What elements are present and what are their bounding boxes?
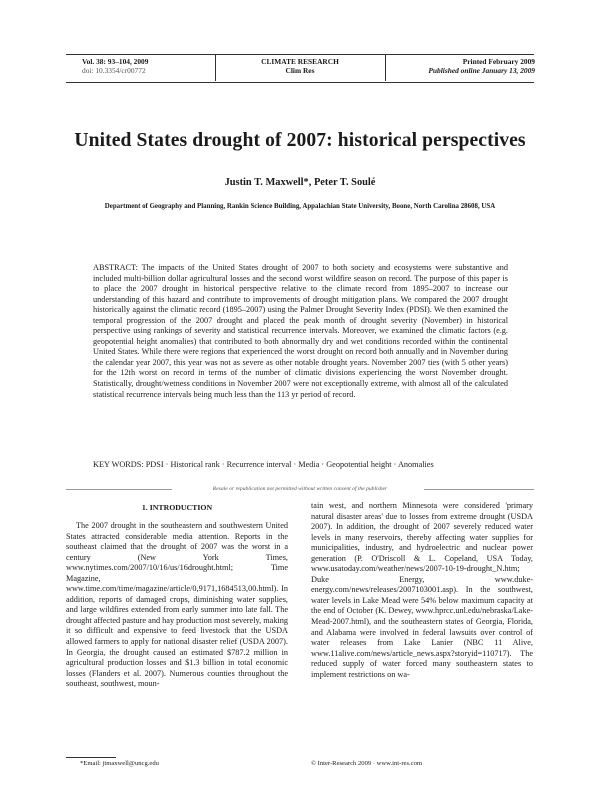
journal-citation xyxy=(82,57,202,75)
footnote-email[interactable]: *Email: jtmaxwell@uncg.edu xyxy=(80,760,159,767)
header-divider xyxy=(385,55,386,81)
header-divider xyxy=(215,55,216,81)
affiliation: Department of Geography and Planning, Rankin Science Building, Appalachian State University, Boone, North Carolina 28608, USA xyxy=(104,203,496,210)
volume-info: Vol. 38: 93–104, 2009 xyxy=(82,57,149,66)
journal-name-block xyxy=(230,57,370,75)
notice-rule-right xyxy=(424,489,534,490)
journal-abbrev: Clim Res xyxy=(285,66,315,75)
left-column xyxy=(66,521,288,690)
header-bottom-rule xyxy=(66,82,534,83)
authors: Justin T. Maxwell*, Peter T. Soulé xyxy=(224,177,376,188)
abstract: ABSTRACT: The impacts of the United States drought of 2007 to both society and ecosystems were substantive and included multi-billion dollar agricultural losses and the second worst wildfire season on record. The purpose of this paper is to place the 2007 drought in historical perspective relative to the climate record from 1895–2007 to increase our understanding of this hazard and contribute to improvements of drought mitigation plans. We compared the 2007 drought historically against the climatic record (1895–2007) using the Palmer Drought Severity Index (PDSI). We then examined the temporal progression of the 2007 drought and placed the peak month of drought severity (November) in historical perspective using rankings of severity and statistical recurrence intervals. Moreover, we examined the climatic factors (e.g. geopotential height anomalies) that contributed to both abnormally dry and wet conditions recorded within the continental United States. While there were regions that experienced the worst drought on record both annually and in November during the calendar year 2007, this year was not as severe as other notable drought years. November 2007 ties (with 5 other years) for the 12th worst on record in terms of the number of climatic divisions experiencing the worst November drought. Statistically, drought/wetness conditions in November 2007 were not exceptionally extreme, with almost all of the calculated statistical recurrence intervals being much less than the 113 yr period of record. xyxy=(93,263,508,399)
body-paragraph: The 2007 drought in the southeastern and southwestern United States attracted considerable media attention. Reports in the southeast claimed that the drought of 2007 was the worst in a century (New York Times, www.nytimes.com/2007/10/16/us/16drought.html; Time Magazine, www.time.com/time/magazine/article/0,9171,1684513,00.html). In addition, reports of damaged crops, diminishing water supplies, and large wildfires extended from early summer into late fall. The drought affected pasture and hay production most severely, making it so difficult and expensive to feed livestock that the USDA allowed farmers to apply for national disaster relief (USDA 2007). In Georgia, the drought caused an estimated $787.2 million in agricultural production losses and $1.3 billion in total economic losses (Flanders et al. 2007). Numerous counties throughout the southeast, southwest, moun- xyxy=(66,521,288,689)
printed-date: Printed February 2009 xyxy=(462,57,535,66)
paper-title: United States drought of 2007: historical perspectives xyxy=(74,130,526,151)
right-column xyxy=(311,501,533,680)
republication-notice: Resale or republication not permitted without written consent of the publisher xyxy=(212,486,388,492)
publication-dates xyxy=(395,57,535,75)
doi[interactable]: doi: 10.3354/cr00772 xyxy=(82,66,146,75)
section-heading: 1. INTRODUCTION xyxy=(141,503,213,512)
copyright: © Inter-Research 2009 · www.int-res.com xyxy=(311,760,423,767)
footnote-rule xyxy=(66,757,116,758)
journal-name: CLIMATE RESEARCH xyxy=(261,57,339,66)
header-top-rule xyxy=(66,54,534,55)
keywords: KEY WORDS: PDSI · Historical rank · Recurrence interval · Media · Geopotential height · Anomalies xyxy=(93,460,434,469)
body-paragraph: tain west, and northern Minnesota were considered 'primary natural disaster areas' due to losses from extreme drought (USDA 2007). In addition, the drought of 2007 severely reduced water levels in many reservoirs, thereby affecting water supplies for municipalities, industry, and hydroelectric and nuclear power generation (P. O'Driscoll & L. Copeland, USA Today, www.usatoday.com/weather/news/2007-10-19-drought_N.htm; Duke Energy, www.duke-energy.com/news/releases/2007103001.asp). In the southwest, water levels in Lake Mead were 54% below maximum capacity at the end of October (K. Dewey, www.hprcc.unl.edu/nebraska/Lake-Mead-2007.html), and the southeastern states of Georgia, Florida, and Alabama were involved in federal lawsuits over control of water releases from Lake Lanier (NBC 11 Alive, www.11alive.com/news/article_news.aspx?storyid=110717). The reduced supply of water forced many southeastern states to implement restrictions on wa- xyxy=(311,501,533,679)
online-date: Published online January 13, 2009 xyxy=(428,66,535,75)
